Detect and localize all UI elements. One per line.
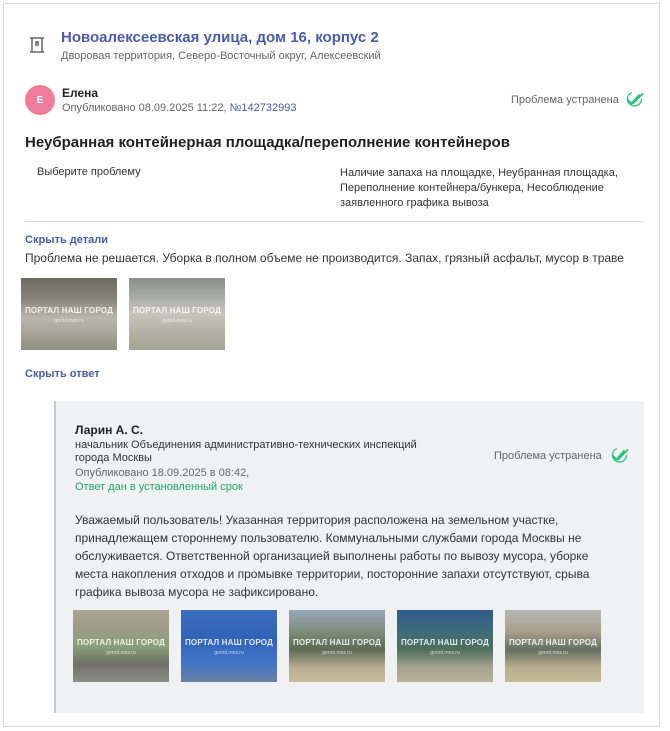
problem-photo[interactable] [21, 278, 117, 350]
problem-description: Проблема не решается. Уборка в полном объеме не производится. Запах, грязный асфальт, мусор в траве [25, 251, 624, 265]
answer-author: Ларин А. С. [75, 423, 144, 437]
photo-watermark: ПОРТАЛ НАШ ГОРОД [132, 306, 221, 315]
photo-watermark: ПОРТАЛ НАШ ГОРОД [184, 638, 273, 647]
answer-text: Уважаемый пользователь! Указанная территория расположена на земельном участке, принадлежащем стороннему пользователю. Коммунальными службами города Москвы не обслуживается. Ответственной организацией выполнены работы по вывозу мусора, уборке места накопления отходов и промывке территории, посторонние запахи отсутствуют, срыва графика вывоза мусора не зафиксировано. [75, 513, 590, 599]
photo-watermark: ПОРТАЛ НАШ ГОРОД [292, 638, 381, 647]
answer-role: начальник Объединения административно-технических инспекций города Москвы [75, 439, 417, 464]
answer-photo[interactable] [397, 610, 493, 682]
hide-answer-link[interactable]: Скрыть ответ [25, 368, 100, 380]
avatar: Е [25, 85, 55, 115]
author-name: Елена [62, 86, 99, 100]
answer-photo[interactable] [181, 610, 277, 682]
publish-date: Опубликовано 08.09.2025 11:22, [62, 102, 230, 114]
double-check-icon [626, 91, 644, 107]
answer-date: Опубликовано 18.09.2025 в 08:42, [75, 467, 250, 479]
photo-watermark-sub: gorod.mos.ru [538, 650, 568, 656]
answer-photo[interactable] [505, 610, 601, 682]
answer-photo[interactable] [289, 610, 385, 682]
address-subtitle: Дворовая территория, Северо-Восточный округ, Алексеевский [61, 50, 381, 62]
hide-details-link[interactable]: Скрыть детали [25, 234, 108, 246]
problem-title: Неубранная контейнерная площадка/переполнение контейнеров [25, 134, 510, 151]
address-title[interactable]: Новоалексеевская улица, дом 16, корпус 2 [61, 29, 379, 46]
official-answer [54, 401, 644, 713]
double-check-icon [611, 447, 629, 463]
answer-in-time: Ответ дан в установленный срок [75, 481, 243, 493]
problem-field-value: Наличие запаха на площадке, Неубранная площадка, Переполнение контейнера/бункера, Несоблюдение заявленного графика вывоза [340, 167, 618, 209]
photo-watermark-sub: gorod.mos.ru [106, 650, 136, 656]
divider [25, 221, 643, 222]
photo-watermark-sub: gorod.mos.ru [322, 650, 352, 656]
status-label: Проблема устранена [511, 94, 619, 106]
problem-photo[interactable] [129, 278, 225, 350]
answer-photo[interactable] [73, 610, 169, 682]
problem-number-link[interactable]: №142732993 [229, 102, 297, 114]
answer-status-label: Проблема устранена [494, 450, 602, 462]
photo-watermark-sub: gorod.mos.ru [162, 318, 192, 324]
photo-watermark: ПОРТАЛ НАШ ГОРОД [76, 638, 165, 647]
problem-field-label: Выберите проблему [37, 166, 141, 178]
photo-watermark: ПОРТАЛ НАШ ГОРОД [508, 638, 597, 647]
photo-watermark: ПОРТАЛ НАШ ГОРОД [400, 638, 489, 647]
photo-watermark-sub: gorod.mos.ru [54, 318, 84, 324]
building-icon [28, 36, 46, 54]
publish-info [62, 102, 296, 114]
photo-watermark-sub: gorod.mos.ru [430, 650, 460, 656]
photo-watermark: ПОРТАЛ НАШ ГОРОД [24, 306, 113, 315]
photo-watermark-sub: gorod.mos.ru [214, 650, 244, 656]
problem-card [3, 3, 660, 727]
